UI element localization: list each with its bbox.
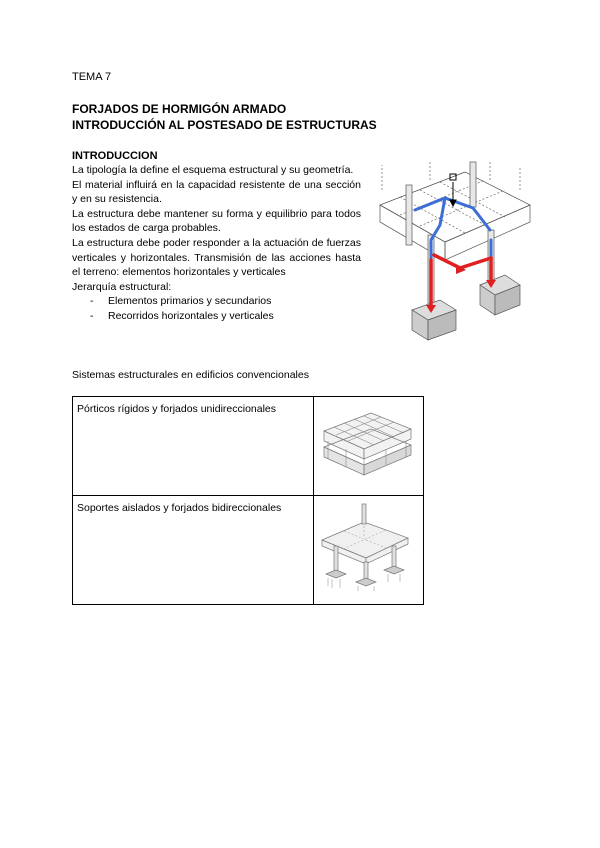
list-item: - Elementos primarios y secundarios xyxy=(90,295,272,308)
table-cell-label: Soportes aislados y forjados bidireccionales xyxy=(73,496,314,605)
sistemas-caption: Sistemas estructurales en edificios convencionales xyxy=(72,369,309,381)
structural-systems-table xyxy=(72,396,424,605)
paragraph-tipologia: La tipología la define el esquema estructural y su geometría. xyxy=(72,164,354,176)
topic-number: TEMA 7 xyxy=(72,71,112,83)
load-path-diagram xyxy=(370,160,535,342)
intro-body xyxy=(72,163,361,324)
title-line-1: FORJADOS DE HORMIGÓN ARMADO xyxy=(72,102,287,116)
soportes-diagram xyxy=(316,500,416,592)
paragraph-fuerzas: La estructura debe poder responder a la actuación de fuerzas verticales y horizontales. Transmisión de las acciones hasta el terreno: elementos horizontales y verticales xyxy=(72,236,361,279)
document-title xyxy=(72,101,377,133)
jerarquia-label: Jerarquía estructural: xyxy=(72,280,172,293)
paragraph-material: El material influirá en la capacidad resistente de una sección y en su resistencia. xyxy=(72,178,361,206)
porticos-diagram xyxy=(316,401,416,481)
table-cell-image xyxy=(314,397,424,496)
section-heading-introduccion: INTRODUCCION xyxy=(72,150,158,162)
jerarquia-list xyxy=(72,294,361,323)
paragraph-equilibrio: La estructura debe mantener su forma y equilibrio para todos los estados de carga probables. xyxy=(72,207,361,235)
list-item: - Recorridos horizontales y verticales xyxy=(90,309,274,322)
table-cell-image xyxy=(314,496,424,605)
table-row xyxy=(73,397,424,496)
table-cell-label: Pórticos rígidos y forjados unidireccionales xyxy=(73,397,314,496)
title-line-2: INTRODUCCIÓN AL POSTESADO DE ESTRUCTURAS xyxy=(72,118,377,132)
table-row xyxy=(73,496,424,605)
